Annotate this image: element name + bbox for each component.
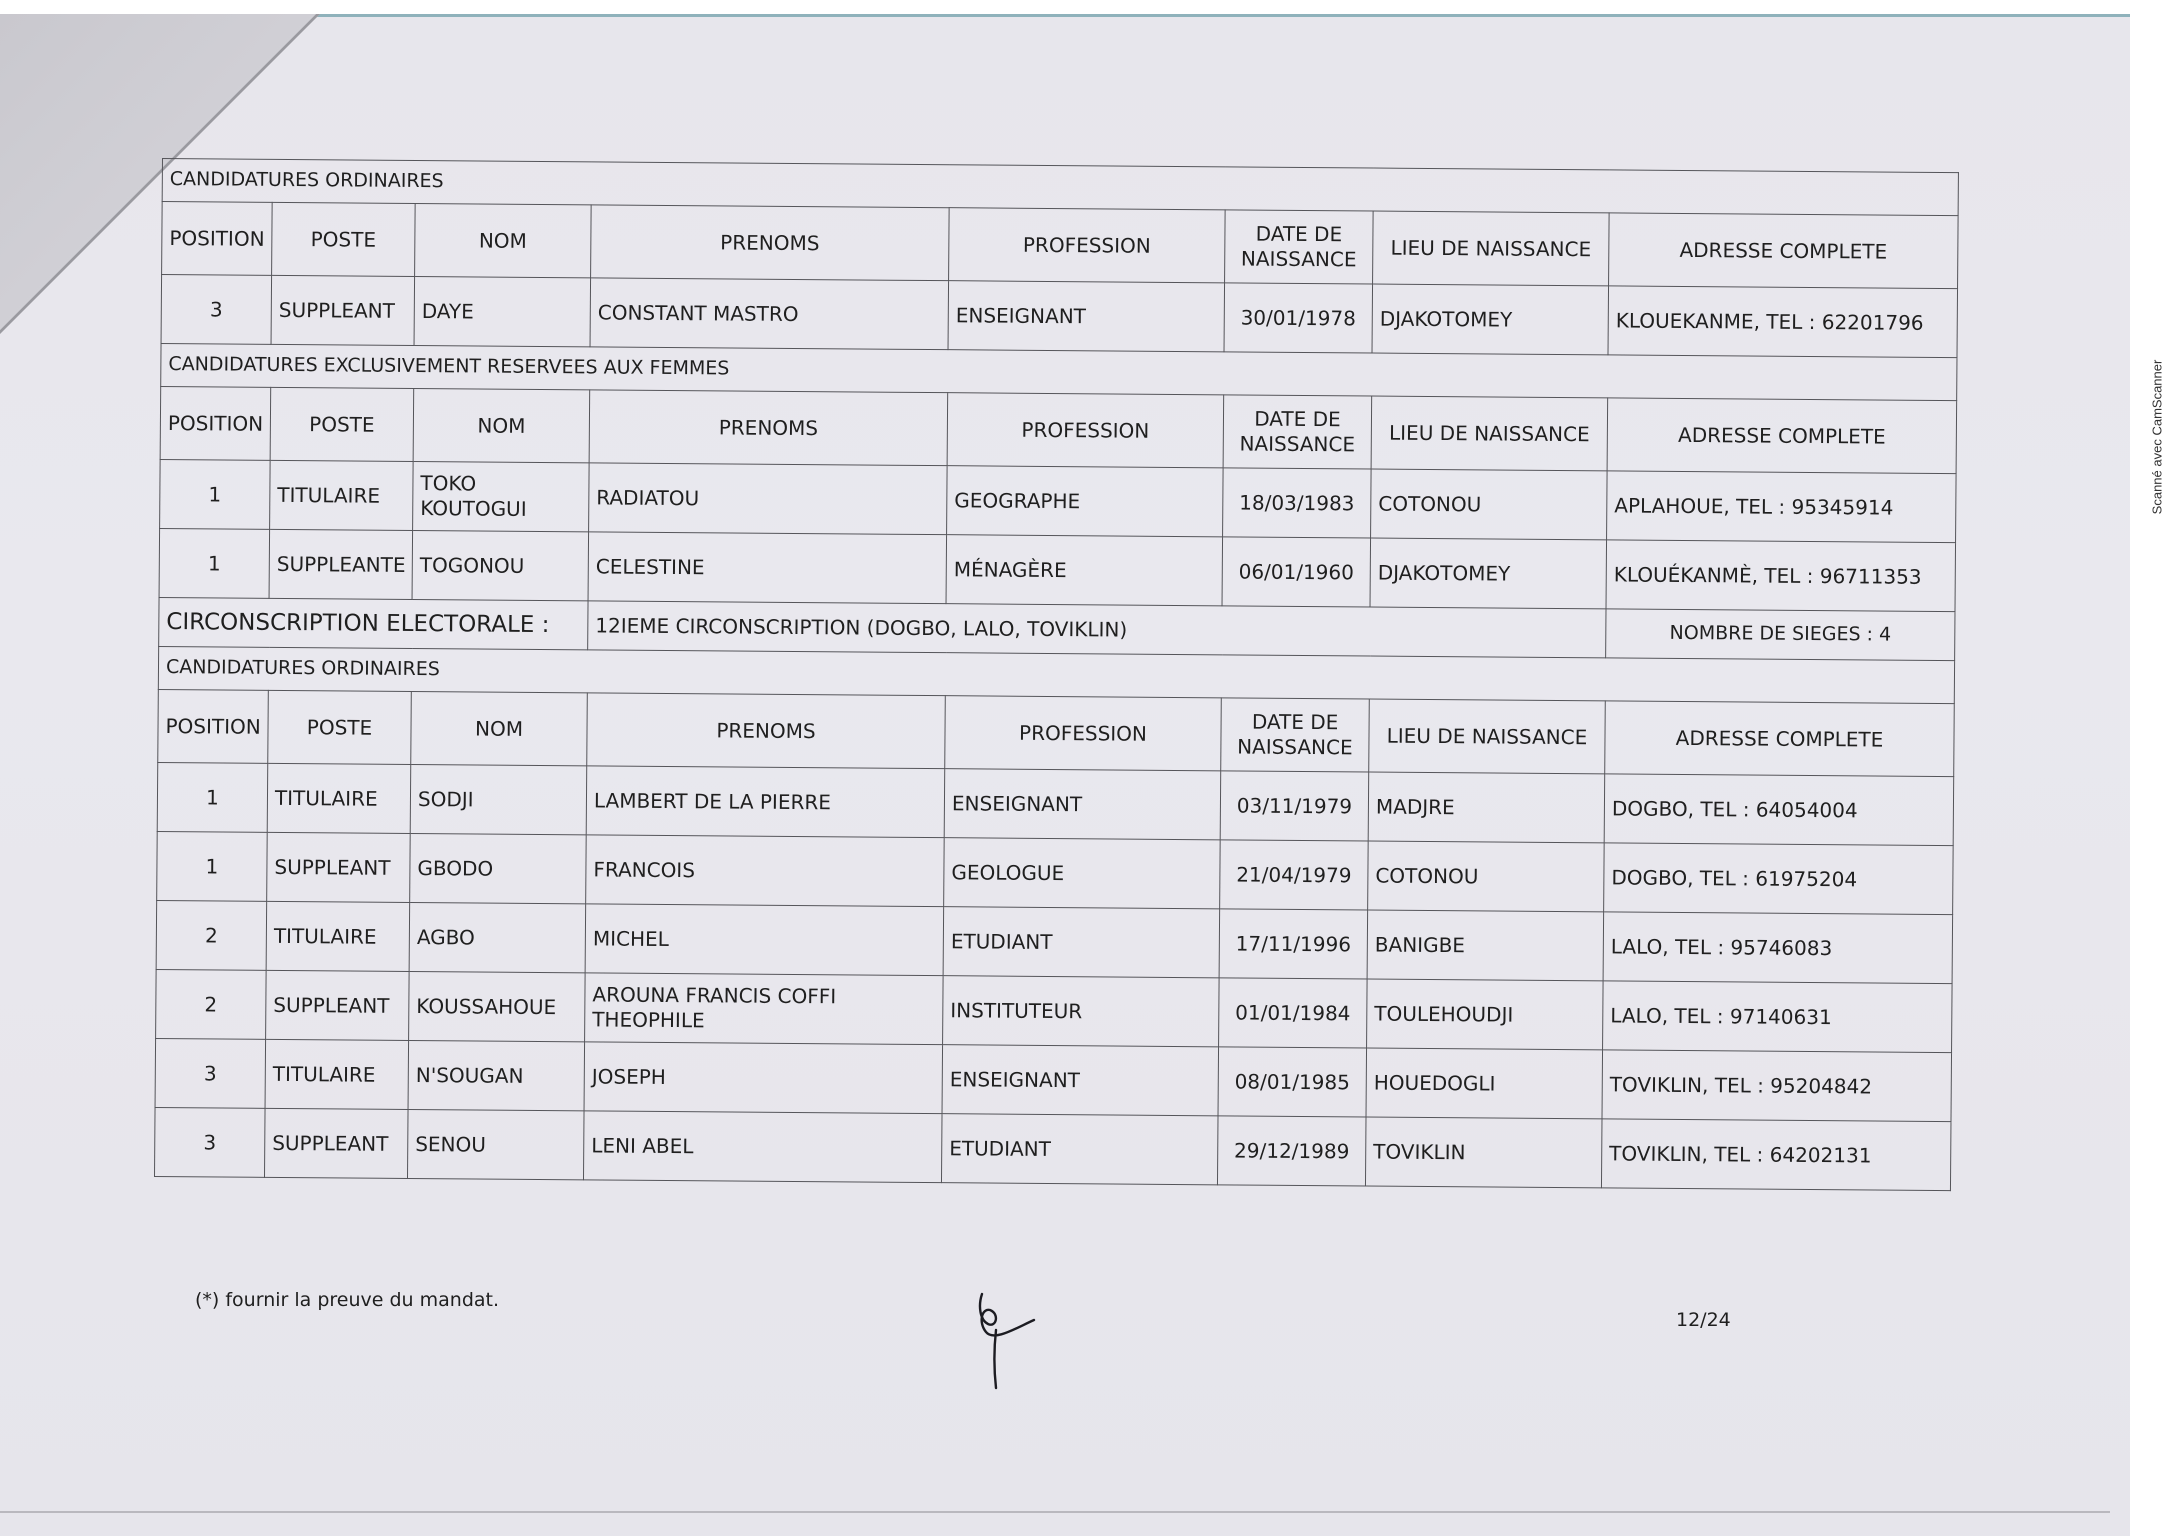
- cell-lieu: TOVIKLIN: [1365, 1117, 1602, 1188]
- header-poste: POSTE: [268, 690, 412, 764]
- cell-poste: TITULAIRE: [266, 901, 410, 971]
- cell-profession: MÉNAGÈRE: [946, 535, 1223, 606]
- section-title: CANDIDATURES ORDINAIRES: [158, 646, 1954, 703]
- cell-date: 06/01/1960: [1222, 537, 1371, 607]
- header-date-line2: NAISSANCE: [1239, 431, 1356, 457]
- cell-profession: ENSEIGNANT: [942, 1045, 1219, 1116]
- cell-date: 17/11/1996: [1219, 909, 1368, 979]
- header-date: [1221, 698, 1370, 772]
- header-position: POSITION: [158, 689, 269, 763]
- circonscription-name: 12IEME CIRCONSCRIPTION (DOGBO, LALO, TOVIKLIN): [588, 601, 1606, 658]
- footnote: (*) fournir la preuve du mandat.: [195, 1289, 500, 1311]
- header-date-line2: NAISSANCE: [1237, 734, 1353, 760]
- section-title: CANDIDATURES ORDINAIRES: [162, 159, 1958, 216]
- cell-prenoms: LENI ABEL: [583, 1111, 942, 1183]
- cell-date: 30/01/1978: [1224, 283, 1373, 353]
- cell-prenoms: LAMBERT DE LA PIERRE: [586, 766, 945, 838]
- cell-profession: ENSEIGNANT: [944, 769, 1221, 840]
- cell-date: 01/01/1984: [1219, 978, 1368, 1048]
- cell-nom: DAYE: [414, 276, 591, 346]
- table-row: [155, 1107, 1952, 1190]
- header-date-line2: NAISSANCE: [1240, 246, 1357, 272]
- header-prenoms: PRENOMS: [587, 693, 946, 769]
- nombre-sieges: NOMBRE DE SIEGES : 4: [1606, 609, 1955, 661]
- header-date: [1223, 395, 1372, 469]
- cell-profession: GEOGRAPHE: [947, 466, 1224, 537]
- cell-adresse: DOGBO, TEL : 61975204: [1604, 843, 1954, 915]
- cell-prenoms: JOSEPH: [584, 1042, 943, 1114]
- header-position: POSITION: [160, 386, 271, 460]
- cell-poste: SUPPLEANT: [267, 832, 411, 902]
- section-title: CANDIDATURES EXCLUSIVEMENT RESERVEES AUX FEMMES: [161, 343, 1957, 400]
- header-prenoms: PRENOMS: [589, 390, 948, 466]
- cell-lieu: COTONOU: [1371, 469, 1608, 540]
- cell-poste: TITULAIRE: [267, 763, 411, 833]
- header-poste: POSTE: [272, 202, 416, 276]
- cell-prenoms: AROUNA FRANCIS COFFI THEOPHILE: [585, 973, 944, 1045]
- cell-adresse: APLAHOUE, TEL : 95345914: [1607, 471, 1957, 543]
- cell-profession: INSTITUTEUR: [943, 976, 1220, 1047]
- header-lieu: LIEU DE NAISSANCE: [1373, 211, 1610, 286]
- header-date-line1: DATE DE: [1251, 709, 1339, 735]
- cell-lieu: COTONOU: [1368, 841, 1605, 912]
- cell-prenoms: MICHEL: [585, 904, 944, 976]
- cell-adresse: TOVIKLIN, TEL : 95204842: [1602, 1050, 1952, 1122]
- cell-date: 18/03/1983: [1223, 468, 1372, 538]
- cell-profession: GEOLOGUE: [944, 838, 1221, 909]
- header-position: POSITION: [162, 202, 273, 276]
- cell-poste: SUPPLEANT: [271, 275, 415, 345]
- cell-lieu: DJAKOTOMEY: [1372, 284, 1609, 355]
- cell-nom: SODJI: [410, 764, 587, 834]
- header-nom: NOM: [413, 388, 590, 462]
- cell-adresse: TOVIKLIN, TEL : 64202131: [1601, 1119, 1951, 1191]
- cell-nom: N'SOUGAN: [408, 1040, 585, 1110]
- header-lieu: LIEU DE NAISSANCE: [1371, 396, 1608, 471]
- circonscription-label: CIRCONSCRIPTION ELECTORALE :: [159, 597, 588, 649]
- header-date: [1225, 210, 1374, 284]
- cell-adresse: DOGBO, TEL : 64054004: [1604, 774, 1954, 846]
- cell-profession: ENSEIGNANT: [948, 281, 1225, 352]
- cell-date: 08/01/1985: [1218, 1047, 1367, 1117]
- cell-position: 3: [155, 1038, 266, 1108]
- cell-nom: TOGONOU: [412, 530, 589, 600]
- header-row: [162, 202, 1959, 289]
- header-adresse: ADRESSE COMPLETE: [1607, 398, 1957, 474]
- header-adresse: ADRESSE COMPLETE: [1609, 213, 1959, 289]
- cell-poste: SUPPLEANT: [266, 970, 410, 1040]
- cell-lieu: MADJRE: [1368, 772, 1605, 843]
- header-row: [158, 689, 1955, 776]
- cell-poste: TITULAIRE: [270, 460, 414, 530]
- cell-position: 1: [157, 762, 268, 832]
- header-adresse: ADRESSE COMPLETE: [1605, 701, 1955, 777]
- cell-nom: SENOU: [407, 1109, 584, 1179]
- cell-date: 21/04/1979: [1220, 840, 1369, 910]
- cell-prenoms: CELESTINE: [588, 532, 947, 604]
- header-date-line1: DATE DE: [1254, 406, 1341, 432]
- cell-position: 1: [157, 831, 268, 901]
- cell-lieu: DJAKOTOMEY: [1370, 538, 1607, 609]
- cell-nom: AGBO: [409, 902, 586, 972]
- cell-nom: KOUSSAHOUE: [409, 971, 586, 1041]
- header-poste: POSTE: [270, 387, 414, 461]
- cell-nom: TOKO KOUTOGUI: [413, 461, 590, 531]
- header-profession: PROFESSION: [947, 393, 1224, 468]
- header-lieu: LIEU DE NAISSANCE: [1369, 699, 1606, 774]
- header-nom: NOM: [411, 691, 588, 765]
- cell-prenoms: CONSTANT MASTRO: [590, 278, 949, 350]
- cell-adresse: LALO, TEL : 97140631: [1603, 981, 1953, 1053]
- cell-adresse: LALO, TEL : 95746083: [1603, 912, 1953, 984]
- header-profession: PROFESSION: [949, 208, 1226, 283]
- cell-adresse: KLOUÉKANMÈ, TEL : 96711353: [1606, 540, 1956, 612]
- header-date-line1: DATE DE: [1255, 221, 1343, 247]
- cell-position: 2: [156, 900, 267, 970]
- signature-mark: [960, 1290, 1040, 1390]
- cell-profession: ETUDIANT: [941, 1114, 1218, 1185]
- cell-position: 2: [156, 969, 267, 1039]
- cell-prenoms: RADIATOU: [589, 463, 948, 535]
- cell-nom: GBODO: [410, 833, 587, 903]
- cell-lieu: HOUEDOGLI: [1366, 1048, 1603, 1119]
- candidates-table: [154, 158, 1959, 1191]
- cell-position: 3: [155, 1107, 266, 1177]
- cell-poste: SUPPLEANTE: [269, 529, 413, 599]
- cell-position: 1: [160, 459, 271, 529]
- scan-top-edge: [300, 14, 2130, 17]
- cell-adresse: KLOUEKANME, TEL : 62201796: [1608, 286, 1958, 358]
- cell-prenoms: FRANCOIS: [586, 835, 945, 907]
- cell-profession: ETUDIANT: [943, 907, 1220, 978]
- camscanner-watermark: Scanné avec CamScanner: [2149, 359, 2165, 515]
- right-margin: [2130, 14, 2176, 1536]
- cell-position: 3: [161, 275, 272, 345]
- cell-poste: TITULAIRE: [265, 1039, 409, 1109]
- header-profession: PROFESSION: [945, 696, 1222, 771]
- header-row: [160, 386, 1957, 473]
- cell-lieu: BANIGBE: [1367, 910, 1604, 981]
- cell-date: 03/11/1979: [1220, 771, 1369, 841]
- cell-poste: SUPPLEANT: [264, 1108, 408, 1178]
- header-prenoms: PRENOMS: [591, 205, 950, 281]
- header-nom: NOM: [415, 203, 592, 277]
- cell-lieu: TOULEHOUDJI: [1367, 979, 1604, 1050]
- scan-bottom-edge: [0, 1511, 2110, 1513]
- cell-position: 1: [159, 528, 270, 598]
- page-number: 12/24: [1676, 1309, 1731, 1331]
- cell-date: 29/12/1989: [1217, 1116, 1366, 1186]
